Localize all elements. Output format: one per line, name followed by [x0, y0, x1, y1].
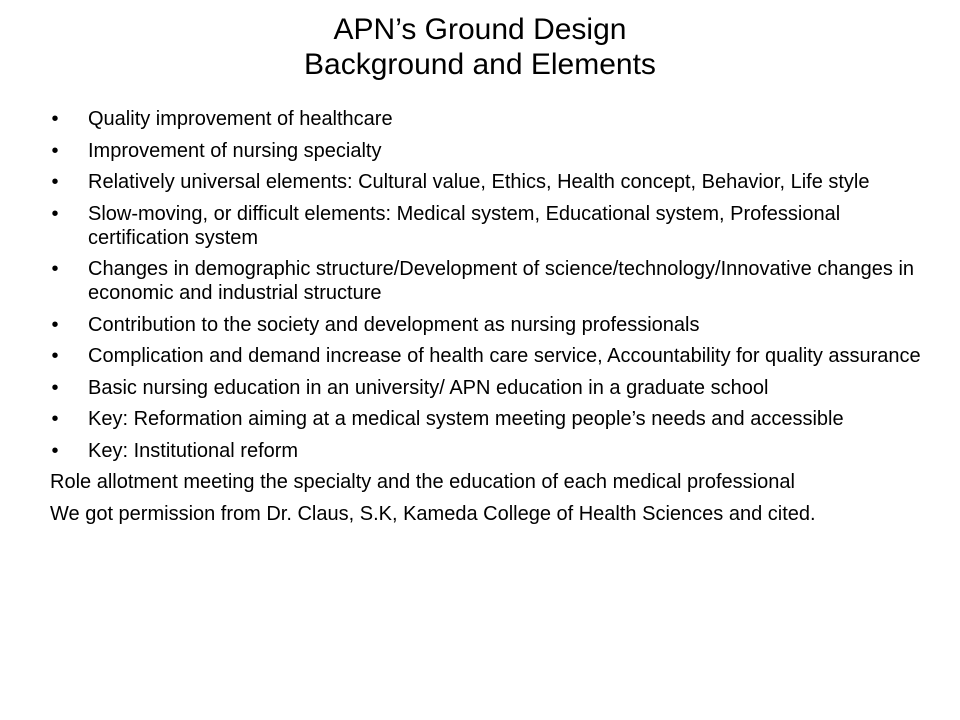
- bullet-text: Key: Reformation aiming at a medical system meeting people’s needs and accessible: [88, 408, 844, 430]
- bullet-text: Slow-moving, or difficult elements: Medical system, Educational system, Professional certification system: [88, 202, 841, 249]
- bullet-text: Quality improvement of healthcare: [88, 108, 393, 130]
- bullet-marker: •: [51, 439, 59, 462]
- bullet-text: Contribution to the society and development as nursing professionals: [88, 313, 700, 336]
- body-paragraph: Role allotment meeting the specialty and the education of each medical professional: [50, 471, 795, 493]
- bullet-marker: •: [51, 139, 59, 162]
- bullet-text: Improvement of nursing specialty: [88, 139, 382, 162]
- slide-title: [0, 12, 960, 82]
- bullet-item: [50, 170, 940, 194]
- bullet-item: [50, 139, 940, 163]
- bullet-marker: •: [51, 408, 59, 430]
- bullet-text: Complication and demand increase of health care service, Accountability for quality assurance: [88, 345, 921, 367]
- bullet-item: [50, 376, 940, 400]
- bullet-item: [50, 202, 940, 250]
- bullet-item: [50, 439, 940, 463]
- bullet-text: Basic nursing education in an university/ APN education in a graduate school: [88, 376, 769, 399]
- bullet-item: [50, 257, 940, 305]
- bullet-item: [50, 107, 940, 131]
- bullet-text: Key: Institutional reform: [88, 439, 299, 462]
- bullet-marker: •: [51, 258, 59, 280]
- bullet-text: Changes in demographic structure/Development of science/technology/Innovative changes in economic and industrial structure: [88, 258, 915, 304]
- title-line-1: APN’s Ground Design: [333, 13, 627, 46]
- citation-paragraph: We got permission from Dr. Claus, S.K, Kameda College of Health Sciences and cited.: [50, 502, 816, 525]
- bullet-marker: •: [51, 345, 59, 367]
- bullet-list: [50, 107, 940, 463]
- bullet-marker: •: [51, 313, 59, 336]
- bullet-item: [50, 313, 940, 337]
- bullet-marker: •: [51, 108, 59, 130]
- bullet-item: [50, 407, 940, 431]
- slide-body: [50, 107, 940, 533]
- bullet-item: [50, 344, 940, 368]
- bullet-marker: •: [51, 202, 59, 225]
- title-line-2: Background and Elements: [304, 48, 656, 81]
- bullet-marker: •: [51, 171, 59, 193]
- bullet-marker: •: [51, 376, 59, 399]
- bullet-text: Relatively universal elements: Cultural value, Ethics, Health concept, Behavior, Life style: [88, 171, 870, 193]
